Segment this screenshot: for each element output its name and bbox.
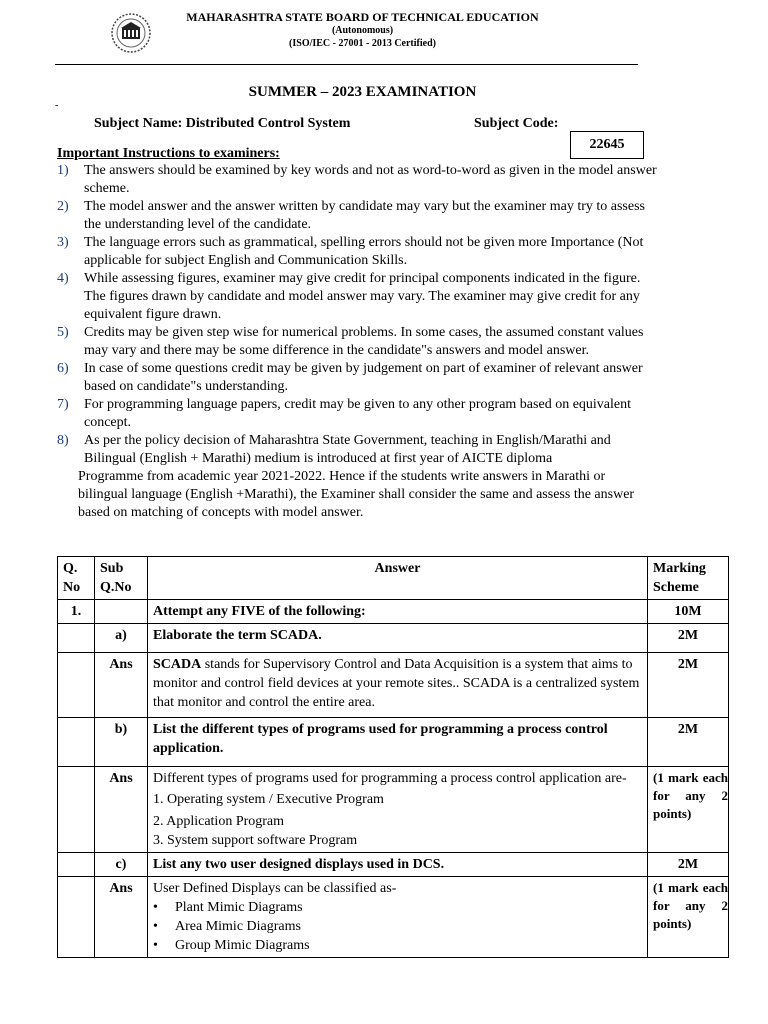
instruction-item: 6) In case of some questions credit may be given by judgement on part of examiner of relevant answer based on candidate"s understanding. [57,361,643,394]
list-item: • Group Mimic Diagrams [153,936,642,955]
table-row: Ans Different types of programs used for programming a process control application are- 1. Operating system / Executive Program 2. Application Program 3. System support software Program (1 mark each for any 2 points) [58,767,729,853]
instruction-item: 4) While assessing figures, examiner may give credit for principal components indicated in the figure. The figures drawn by candidate and model answer may vary. The examiner may give credit for any equivalent figure drawn. [57,271,641,322]
instruction-item: 2) The model answer and the answer written by candidate may vary but the examiner may try to assess the understanding level of the candidate. [57,199,645,232]
board-iso: (ISO/IEC - 27001 - 2013 Certified) [289,38,436,49]
header-divider [55,64,638,65]
stray-dash: - [55,100,59,111]
table-row: Ans User Defined Displays can be classified as- • Plant Mimic Diagrams • Area Mimic Diagrams • Group Mimic Diagrams (1 mark each for any 2 points) [58,877,729,958]
list-item: • Plant Mimic Diagrams [153,898,642,917]
exam-title: SUMMER – 2023 EXAMINATION [248,84,477,100]
header-answer: Answer [148,557,648,600]
instruction-item: 1) The answers should be examined by key words and not as word-to-word as given in the model answer scheme. [57,163,657,196]
table-row: a) Elaborate the term SCADA. 2M [58,624,729,653]
table-row: 1. Attempt any FIVE of the following: 10M [58,600,729,624]
board-name: MAHARASHTRA STATE BOARD OF TECHNICAL EDUCATION [186,10,539,24]
model-answer-table [57,556,729,958]
subject-code-label: Subject Code: [474,116,559,131]
list-item: 3. System support software Program [153,833,358,848]
table-row: b) List the different types of programs used for programming a process control application. 2M [58,718,729,767]
instructions-title: Important Instructions to examiners: [57,146,280,161]
list-item: 1. Operating system / Executive Program [153,792,384,807]
table-header-row [58,557,729,600]
subject-code: 22645 [570,131,644,159]
instruction-item: 7) For programming language papers, credit may be given to any other program based on equivalent concept. [57,397,631,430]
subject-name: Subject Name: Distributed Control System [94,116,351,131]
instructions-list [57,162,657,522]
board-autonomous: (Autonomous) [331,25,394,36]
instruction-item: 3) The language errors such as grammatical, spelling errors should not be given more Importance (Not applicable for subject English and Communication Skills. [57,235,644,268]
header-marks: Marking Scheme [648,557,729,600]
instruction-item: 8) As per the policy decision of Maharashtra State Government, teaching in English/Marathi and Bilingual (English + Marathi) medium is introduced at first year of AICTE diploma Programme from academic year 2021-2022. Hence if the students write answers in Marathi or bilingual language (English +Marathi), the Examiner shall consider the same and assess the answer based on matching of concepts with model answer. [57,433,635,520]
list-item: • Area Mimic Diagrams [153,917,642,936]
board-seal-icon [110,12,152,54]
table-row: c) List any two user designed displays used in DCS. 2M [58,853,729,877]
list-item: 2. Application Program [153,814,285,829]
header-subq: Sub Q.No [95,557,148,600]
instruction-item: 5) Credits may be given step wise for numerical problems. In some cases, the assumed constant values may vary and there may be some difference in the candidate"s answers and model answer. [57,325,644,358]
table-row: Ans SCADA stands for Supervisory Control and Data Acquisition is a system that aims to monitor and control field devices at your remote sites.. SCADA is a centralized system that monitor and control the entire area. 2M [58,653,729,718]
header-qno: Q. No [58,557,95,600]
